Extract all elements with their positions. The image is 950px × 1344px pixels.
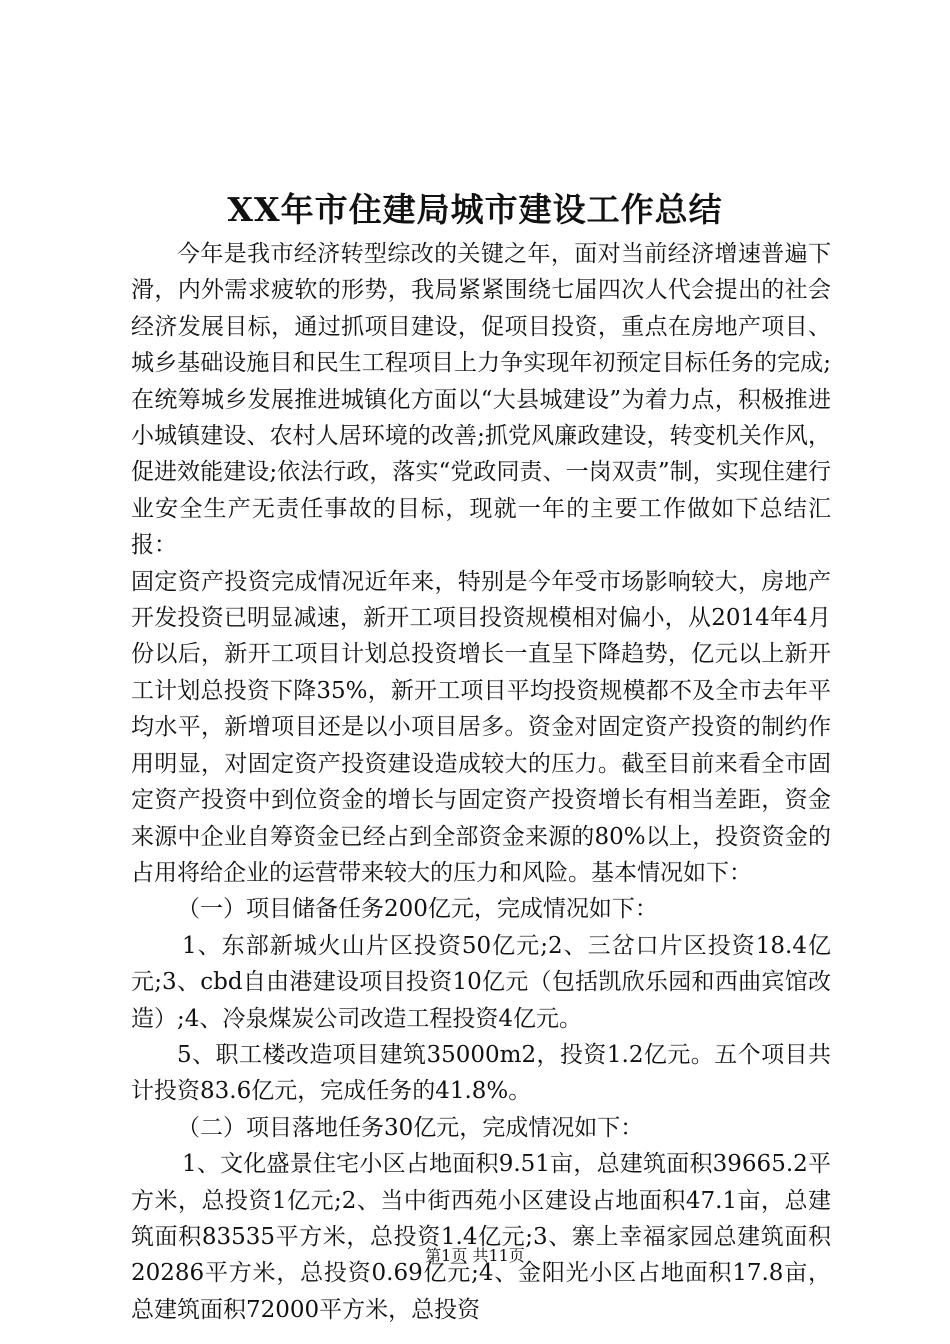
paragraph-section-2-heading: （二）项目落地任务30亿元，完成情况如下：: [177, 1114, 644, 1141]
paragraph-investment: 固定资产投资完成情况近年来，特别是今年受市场影响较大，房地产开发投资已明显减速，新开工项目投资规模相对偏小，从2014年4月份以后，新开工项目计划总投资增长一直呈下降趋势，亿元以上新开工计划总投资下降35%，新开工项目平均投资规模都不及全市去年平均水平，新增项目还是以小项目居多。资金对固定资产投资的制约作用明显，对固定资产投资建设造成较大的压力。截至目前来看全市固定资产投资中到位资金的增长与固定资产投资增长有相当差距，资金来源中企业自筹资金已经占到全部资金来源的80%以上，投资资金的占用将给企业的运营带来较大的压力和风险。基本情况如下：: [131, 568, 831, 886]
page-footer: 第1页 共11页: [425, 1246, 525, 1265]
paragraph-section-2-items: 1、文化盛景住宅小区占地面积9.51亩，总建筑面积39665.2平方米，总投资1亿元;2、当中街西苑小区建设占地面积47.1亩，总建筑面积83535平方米，总投资1.4亿元;3、寨上幸福家园总建筑面积20286平方米，总投资0.69亿元;4、金阳光小区占地面积17.8亩，总建筑面积72000平方米，总投资: [131, 1151, 831, 1323]
paragraph-intro: 今年是我市经济转型综改的关键之年，面对当前经济增速普遍下滑，内外需求疲软的形势，我局紧紧围绕七届四次人代会提出的社会经济发展目标，通过抓项目建设，促项目投资，重点在房地产项目、城乡基础设施目和民生工程项目上力争实现年初预定目标任务的完成;在统筹城乡发展推进城镇化方面以“大县城建设”为着力点，积极推进小城镇建设、农村人居环境的改善;抓党风廉政建设，转变机关作风，促进效能建设;依法行政，落实“党政同责、一岗双责”制，实现住建行业安全生产无责任事故的目标，现就一年的主要工作做如下总结汇报：: [131, 241, 831, 559]
document-title: XX年市住建局城市建设工作总结: [227, 190, 723, 229]
document-body: [131, 236, 831, 1328]
paragraph-section-1-item-5: 5、职工楼改造项目建筑35000m2，投资1.2亿元。五个项目共计投资83.6亿元，完成任务的41.8%。: [131, 1041, 831, 1105]
paragraph-section-1-heading: （一）项目储备任务200亿元，完成情况如下：: [177, 896, 658, 923]
paragraph-section-1-items: 1、东部新城火山片区投资50亿元;2、三岔口片区投资18.4亿元;3、cbd自由港建设项目投资10亿元（包括凯欣乐园和西曲宾馆改造）;4、冷泉煤炭公司改造工程投资4亿元。: [131, 932, 831, 1032]
